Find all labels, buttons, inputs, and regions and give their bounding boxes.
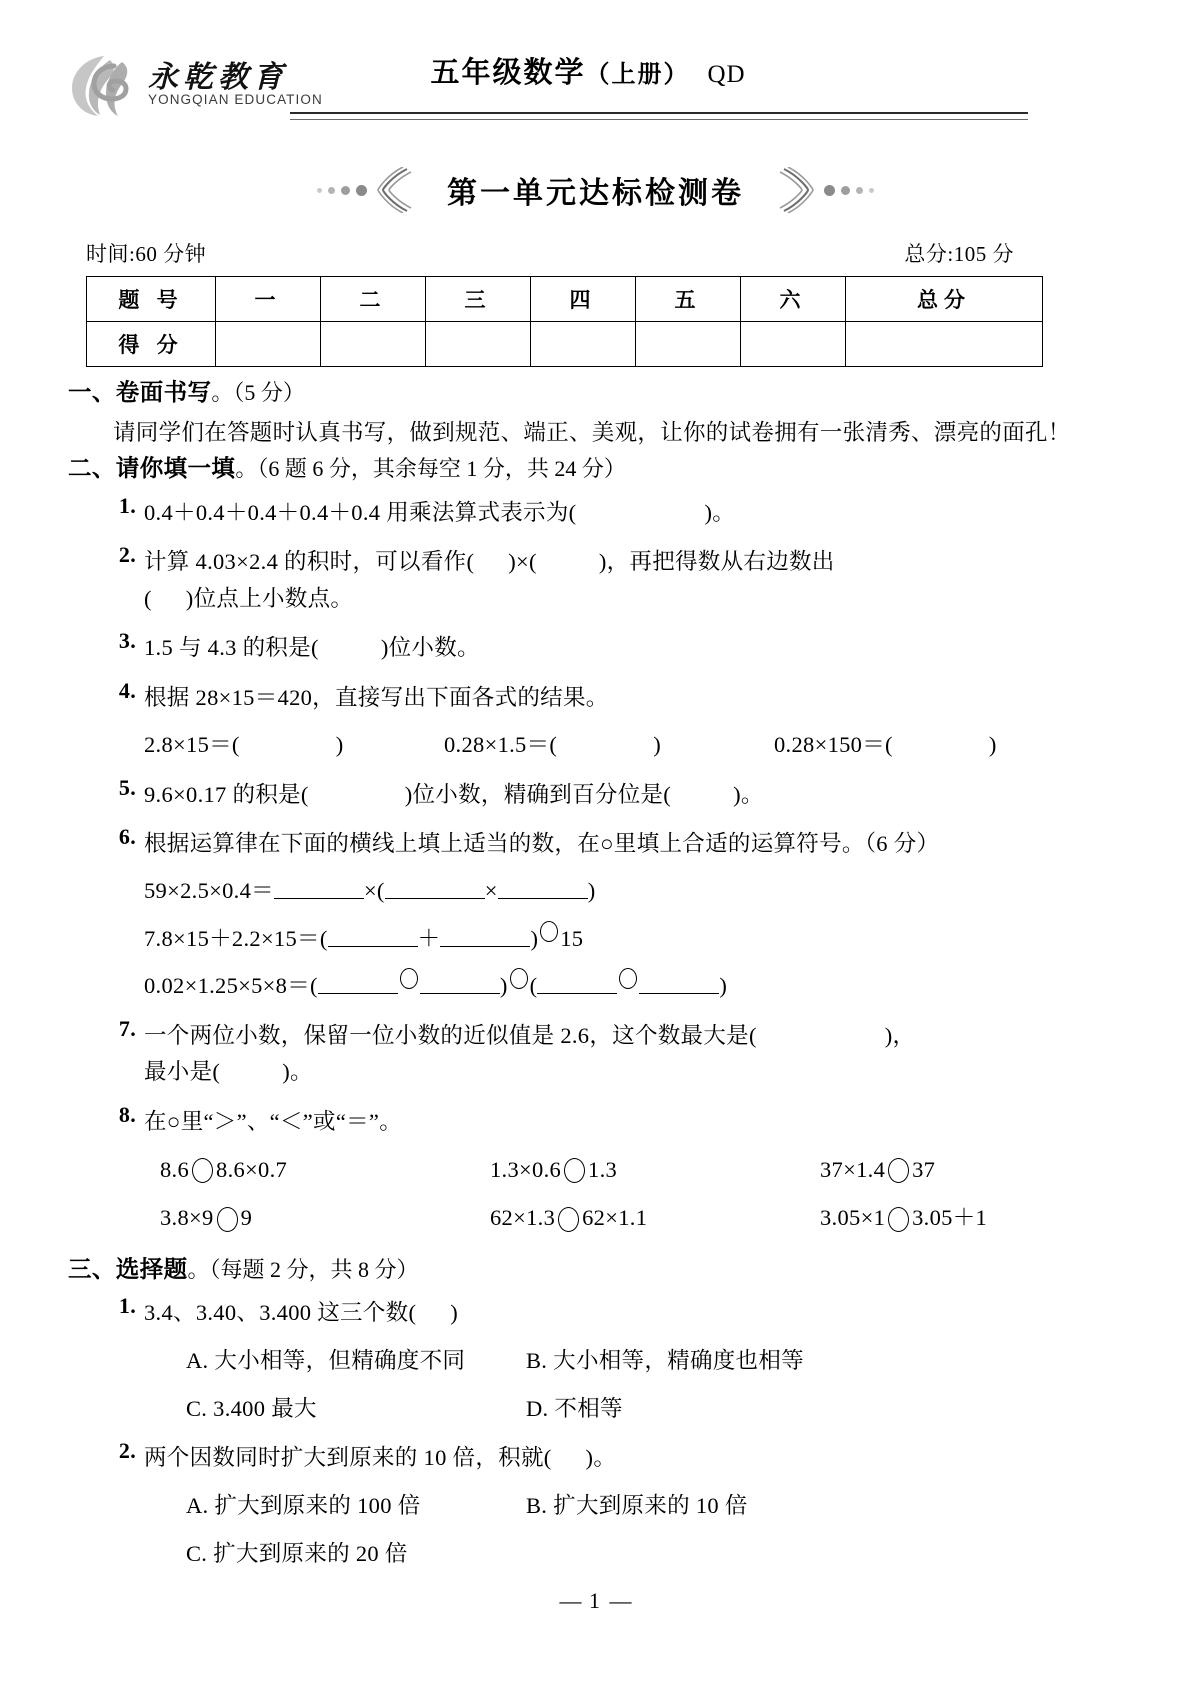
score-cell-1[interactable] — [216, 322, 321, 367]
deco-swoosh-icon — [373, 167, 413, 213]
q8-r2-i1-left: 3.8×9 — [160, 1205, 214, 1231]
q8-r2-item-1 — [160, 1200, 490, 1236]
question-number: 7. — [118, 1015, 136, 1041]
section-heading-1 — [68, 382, 1126, 406]
section-2-points: 。（6 题 6 分，其余每空 1 分，共 24 分） — [235, 456, 626, 482]
q4-item3-a: 0.28×150＝( — [774, 732, 893, 758]
section-heading-2 — [68, 458, 1126, 482]
q5-text-b: )位小数，精确到百分位是( — [404, 781, 672, 807]
time-limit-label: 时间:60 分钟 — [86, 242, 207, 266]
q8-r1-i2-left: 1.3×0.6 — [490, 1157, 562, 1182]
score-cell-2[interactable] — [321, 322, 426, 367]
deco-dot-icon — [317, 188, 322, 193]
q7-l1-b: )， — [884, 1022, 916, 1048]
question-number: 1. — [118, 492, 136, 518]
q6-l2-b: ＋ — [417, 925, 441, 951]
q6-operator-circle-1[interactable] — [540, 921, 558, 942]
q8-compare-circle[interactable] — [192, 1158, 213, 1183]
cq2-stem-a: 两个因数同时扩大到原来的 10 倍，积就( — [144, 1445, 552, 1471]
q6-l2-a: 7.8×15＋2.2×15＝( — [144, 925, 328, 951]
q7-l2-a: 最小是( — [144, 1059, 221, 1085]
feather-swirl-logo-icon — [68, 52, 140, 120]
q6-blank-4[interactable] — [328, 921, 418, 947]
footer-dash-left: — — [559, 1588, 582, 1613]
q4-sub-row — [144, 727, 1126, 763]
fill-question-4 — [68, 677, 1126, 764]
cq1-option-d[interactable]: D. 不相等 — [526, 1396, 623, 1422]
cq1-stem-b: ) — [450, 1300, 459, 1326]
cq1-option-b[interactable]: B. 大小相等，精确度也相等 — [526, 1348, 804, 1374]
cq2-options-row-2 — [144, 1536, 1126, 1572]
q2-text-b: )×( — [508, 549, 537, 575]
q8-r1-i1-right: 8.6×0.7 — [216, 1157, 288, 1182]
section-3-points: 。（每题 2 分，共 8 分） — [187, 1256, 419, 1282]
q6-line-3 — [144, 968, 1126, 1004]
q2-text-c: )，再把得数从右边数出 — [598, 549, 835, 575]
q6-blank-5[interactable] — [440, 921, 530, 947]
decoration-right — [778, 167, 874, 213]
q6-l1-a: 59×2.5×0.4＝ — [144, 878, 274, 904]
header-divider — [290, 112, 1028, 120]
q4-item-1 — [144, 727, 444, 763]
cq1-options-row-1 — [144, 1343, 1126, 1379]
q5-text-c: )。 — [733, 781, 764, 807]
q8-r2-i3-left: 3.05×1 — [820, 1205, 886, 1231]
q4-stem: 根据 28×15＝420，直接写出下面各式的结果。 — [144, 684, 609, 710]
q8-r2-item-2 — [490, 1200, 820, 1236]
score-cell-6[interactable] — [741, 322, 846, 367]
score-cell-3[interactable] — [426, 322, 531, 367]
fill-question-6 — [68, 823, 1126, 1005]
q8-r2-i2-left: 62×1.3 — [490, 1205, 556, 1231]
q4-item3-b: ) — [988, 732, 997, 758]
question-text — [144, 1018, 1126, 1091]
q6-blank-2[interactable] — [385, 873, 485, 899]
q1-text-b: )。 — [704, 499, 736, 525]
question-text — [144, 1295, 1126, 1427]
q4-item1-a: 2.8×15＝( — [144, 732, 240, 758]
q8-compare-row-2 — [144, 1200, 1150, 1236]
q6-l1-d: ) — [587, 878, 596, 904]
cq1-stem-a: 3.4、3.40、3.400 这三个数( — [144, 1300, 417, 1326]
section-2-title: 二、请你填一填 — [68, 456, 236, 483]
q6-l1-c: × — [484, 878, 498, 904]
exam-title-row — [0, 162, 1191, 218]
deco-dot-icon — [841, 186, 850, 195]
score-table — [86, 276, 1043, 367]
cq2-options-row-1 — [144, 1488, 1126, 1524]
score-table-col-3: 三 — [426, 277, 531, 322]
q4-item1-b: ) — [335, 732, 344, 758]
q6-blank-8[interactable] — [537, 968, 617, 994]
q6-operator-circle-3[interactable] — [510, 968, 528, 989]
fill-question-8 — [68, 1101, 1126, 1237]
q4-item2-a: 0.28×1.5＝( — [444, 732, 558, 758]
section-1-points: 。（5 分） — [211, 380, 305, 405]
q6-l2-d: 15 — [560, 925, 584, 951]
q8-compare-circle[interactable] — [888, 1207, 909, 1232]
q8-r2-i3-right: 3.05＋1 — [912, 1205, 988, 1231]
deco-dot-icon — [356, 185, 367, 196]
brand-logo — [68, 48, 323, 126]
q6-line-2 — [144, 921, 1126, 957]
q5-text-a: 9.6×0.17 的积是( — [144, 781, 309, 807]
deco-dot-icon — [341, 186, 350, 195]
score-table-col-6: 六 — [741, 277, 846, 322]
q3-text-b: )位小数。 — [380, 635, 480, 661]
question-number: 3. — [118, 628, 136, 654]
question-text — [144, 495, 1126, 531]
q6-blank-9[interactable] — [639, 968, 719, 994]
score-table-col-4: 四 — [531, 277, 636, 322]
q8-r2-i2-right: 62×1.1 — [582, 1205, 648, 1231]
score-cell-4[interactable] — [531, 322, 636, 367]
header-subject-title — [308, 50, 868, 91]
subject-label: 五年级数学 — [430, 57, 586, 89]
fill-question-1 — [68, 492, 1126, 531]
question-text — [144, 680, 1126, 764]
total-points-label: 总分:105 分 — [904, 242, 1014, 266]
score-cell-total[interactable] — [846, 322, 1043, 367]
score-cell-5[interactable] — [636, 322, 741, 367]
section-3-title: 三、选择题 — [68, 1256, 188, 1283]
question-number: 2. — [118, 542, 136, 568]
question-text — [144, 1440, 1126, 1572]
cq1-option-c[interactable]: C. 3.400 最大 — [186, 1396, 317, 1422]
q6-l1-b: ×( — [363, 878, 385, 904]
cq2-stem-b: )。 — [585, 1445, 617, 1471]
question-number: 4. — [118, 677, 136, 703]
deco-dot-icon — [869, 188, 874, 193]
brand-name-cn: 永乾教育 — [148, 61, 288, 94]
score-table-row-label: 题 号 — [87, 277, 216, 322]
choice-question-2 — [68, 1440, 1126, 1572]
page-number: 1 — [589, 1588, 602, 1613]
section-1-paragraph: 请同学们在答题时认真书写，做到规范、端正、美观，让你的试卷拥有一张清秀、漂亮的面孔！ — [113, 419, 1071, 445]
q8-r1-i1-left: 8.6 — [160, 1157, 190, 1182]
deco-dot-icon — [824, 185, 835, 196]
fill-question-3 — [68, 630, 1126, 666]
question-text — [144, 544, 1126, 617]
q6-blank-6[interactable] — [318, 968, 398, 994]
q8-r1-i3-left: 37×1.4 — [820, 1157, 886, 1182]
q6-blank-1[interactable] — [274, 873, 364, 899]
q2-line2-b: )位点上小数点。 — [185, 585, 354, 611]
q8-r1-i3-right: 37 — [912, 1157, 936, 1182]
fill-question-2 — [68, 544, 1126, 617]
cq1-option-a[interactable]: A. 大小相等，但精确度不同 — [186, 1348, 466, 1374]
cq2-option-a[interactable]: A. 扩大到原来的 100 倍 — [186, 1493, 421, 1519]
fill-question-7 — [68, 1015, 1126, 1091]
q4-item2-b: ) — [653, 732, 661, 758]
score-table-col-2: 二 — [321, 277, 426, 322]
q6-l3-a: 0.02×1.25×5×8＝( — [144, 973, 318, 999]
q7-l2-b: )。 — [282, 1059, 313, 1085]
q4-item-3 — [774, 727, 997, 763]
q6-operator-circle-4[interactable] — [619, 968, 637, 989]
score-table-col-1: 一 — [216, 277, 321, 322]
question-text — [144, 630, 1126, 666]
exam-meta-row — [86, 238, 1014, 268]
cq2-option-b[interactable]: B. 扩大到原来的 10 倍 — [526, 1493, 748, 1519]
volume-label: （上册） — [585, 62, 690, 88]
brand-name-en: YONGQIAN EDUCATION — [148, 92, 323, 107]
question-number: 8. — [118, 1101, 136, 1127]
q7-l1-a: 一个两位小数，保留一位小数的近似值是 2.6，这个数最大是( — [144, 1022, 757, 1048]
question-number: 6. — [118, 823, 136, 849]
q6-stem: 根据运算律在下面的横线上填上适当的数，在○里填上合适的运算符号。（6 分） — [144, 830, 940, 856]
question-number: 2. — [118, 1438, 136, 1464]
q6-operator-circle-2[interactable] — [400, 968, 418, 989]
q8-compare-circle[interactable] — [217, 1207, 238, 1232]
q2-text-a: 计算 4.03×2.4 的积时，可以看作( — [144, 549, 475, 575]
table-row-scores — [87, 322, 1043, 367]
q4-item-2 — [444, 727, 774, 763]
page-header — [68, 48, 1028, 126]
cq2-option-c[interactable]: C. 扩大到原来的 20 倍 — [186, 1541, 408, 1567]
q8-compare-row-1 — [144, 1152, 1150, 1188]
question-text — [144, 777, 1126, 813]
q8-r2-item-3 — [820, 1200, 1150, 1236]
edition-code: QD — [707, 61, 746, 88]
section-heading-3 — [68, 1256, 1126, 1283]
q3-text-a: 1.5 与 4.3 的积是( — [144, 635, 319, 661]
section-1-title: 一、卷面书写 — [68, 380, 212, 406]
q6-blank-7[interactable] — [420, 968, 500, 994]
deco-swoosh-icon — [778, 167, 818, 213]
q8-r1-item-2 — [490, 1152, 820, 1188]
fill-question-5 — [68, 774, 1126, 813]
deco-dot-icon — [328, 187, 335, 194]
page-footer — [0, 1588, 1191, 1614]
score-table-score-label: 得 分 — [87, 322, 216, 367]
question-number: 5. — [118, 774, 136, 800]
q6-l2-c: ) — [530, 925, 539, 951]
table-row-question-numbers — [87, 277, 1043, 322]
q8-compare-circle[interactable] — [564, 1158, 585, 1183]
decoration-left — [317, 167, 413, 213]
score-table-col-total: 总分 — [846, 277, 1043, 322]
q6-l3-c: ( — [529, 973, 538, 999]
q6-l3-b: ) — [499, 973, 508, 999]
question-number: 1. — [118, 1293, 136, 1319]
q6-l3-d: ) — [719, 973, 728, 999]
q8-r1-item-3 — [820, 1152, 1150, 1188]
q6-line-1 — [144, 873, 1126, 909]
worksheet-content — [68, 374, 1126, 1572]
q2-line2-a: ( — [144, 585, 152, 611]
q8-r2-i1-right: 9 — [240, 1205, 253, 1231]
score-table-col-5: 五 — [636, 277, 741, 322]
question-text — [144, 1104, 1150, 1237]
cq1-options-row-2 — [144, 1391, 1126, 1427]
q6-blank-3[interactable] — [498, 873, 588, 899]
choice-question-1 — [68, 1295, 1126, 1427]
footer-dash-right: — — [609, 1588, 632, 1613]
q1-text-a: 0.4＋0.4＋0.4＋0.4＋0.4 用乘法算式表示为( — [144, 499, 577, 525]
question-text — [144, 826, 1126, 1005]
q8-stem: 在○里“＞”、“＜”或“＝”。 — [144, 1108, 403, 1134]
q8-compare-circle[interactable] — [888, 1158, 909, 1183]
page-title: 第一单元达标检测卷 — [447, 176, 744, 211]
q8-r1-item-1 — [160, 1152, 490, 1188]
q8-r1-i2-right: 1.3 — [588, 1157, 618, 1182]
deco-dot-icon — [856, 187, 863, 194]
q8-compare-circle[interactable] — [558, 1207, 579, 1232]
